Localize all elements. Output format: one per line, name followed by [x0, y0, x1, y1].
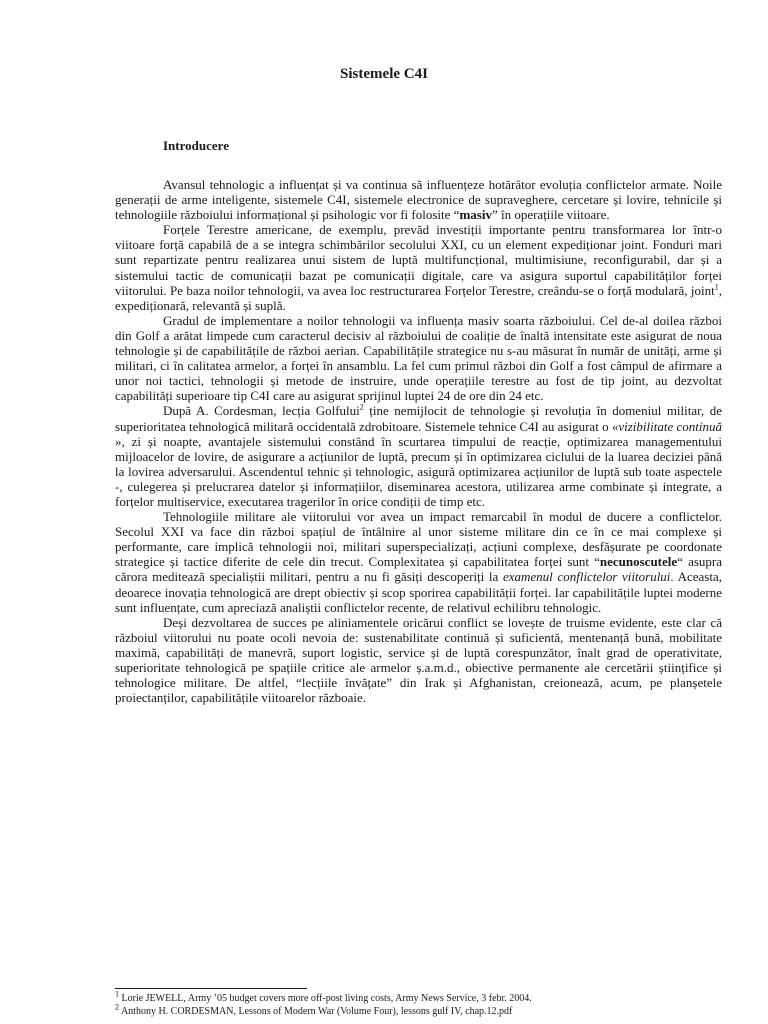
paragraph-6: Deși dezvoltarea de succes pe aliniamentele oricărui conflict se lovește de truisme evidente, este clar că războiul viitorului nu poate ocoli nevoia de: sustenabilitate continuă și suficientă, mentenanță bună, mobilitate maximă, capabilități de manevră, suport logistic, service și de luptă corespunzător, înalt grad de operativitate, superioritate tehnologică pe spațiile critice ale armelor ș.a.m.d., obiective permanente ale cercetării științifice și tehnologice militare. De altfel, “lecțiile învățate” din Irak și Afghanistan, creionează, acum, pe planșetele proiectanților, capabilitățile viitoarelor războaie.: [115, 614, 722, 706]
paragraph-2-text-a: Forțele Terestre americane, de exemplu, prevăd investiții importante pentru transformarea lor într-o viitoare forță capabilă de a se integra schimbărilor secolului XXI, cu un element expediționar joint. Fonduri mari sunt repartizate pentru realizarea unui sistem de luptă multifuncțional, multimisiune, reconfigurabil, dar și a sistemului tactic de comunicații bazat pe comunicații digitale, care va asigura suportul capabilităților forței viitorului. Pe baza noilor tehnologii, va avea loc restructurarea Forțelor Terestre, creându-se o forță modulară, joint: [115, 222, 722, 298]
paragraph-5: [115, 509, 722, 615]
paragraph-2-text-b: , expediționară, relevantă și suplă.: [115, 282, 722, 313]
paragraph-5-text-e: . Aceasta, deoarece inovația tehnologică are drept obiectiv și scop sporirea capabilității forței. Iar capabilitățile luptei moderne sunt influențate, cum apreciază analiștii conflictelor recente, de relativul echilibru tehnologic.: [115, 569, 722, 615]
paragraph-1-text-c: ” în operațiile viitoare.: [491, 207, 610, 223]
footnotes: [115, 989, 735, 1018]
footnote-ref-2[interactable]: 2: [359, 403, 364, 413]
footnote-2: [115, 1002, 735, 1018]
section-heading: Introducere: [163, 138, 229, 153]
footnote-1: [115, 989, 735, 1005]
paragraph-2: [115, 222, 722, 313]
emphasis-masiv: masiv: [459, 207, 492, 223]
body-text: [115, 177, 722, 705]
footnote-ref-1[interactable]: 1: [714, 282, 719, 292]
paragraph-1-text-a: Avansul tehnologic a influențat și va continua să influențeze hotărâtor evoluția conflictelor armate. Noile generații de arme inteligente, sistemele C4I, sistemele electronice de supraveghere, cercetare și lovire, tehnicile și tehnologiile războiului informațional și psihologic vor fi folosite “: [115, 177, 722, 223]
footnote-text: Anthony H. CORDESMAN, Lessons of Modern War (Volume Four), lessons gulf IV, chap.12.pdf: [119, 1006, 513, 1017]
emphasis-vizibilitate: vizibilitate continuă: [618, 418, 722, 434]
footnote-divider: [115, 988, 307, 989]
footnote-number: 2: [115, 1002, 119, 1012]
paragraph-5-text-c: “ asupra cărora meditează specialiștii militari, pentru a nu fi găsiți descoperiți la: [115, 554, 722, 585]
paragraph-1: [115, 177, 722, 222]
page-title: Sistemele C4I: [340, 66, 428, 82]
paragraph-4: [115, 403, 722, 509]
paragraph-4-text-a: După A. Cordesman, lecția Golfului: [163, 403, 360, 419]
emphasis-necunoscutele: necunoscutele: [599, 554, 678, 570]
paragraph-3: Gradul de implementare a noilor tehnologii va influența masiv soarta războiului. Cel de-al doilea război din Golf a arătat limpede cum caracterul decisiv al războiului de coaliție de înaltă intensitate este asigurat de noua tehnologie și de capabilitățile de război aerian. Capabilitățile strategice nu s-au măsurat în număr de unități, arme și militari, ci în calitatea armelor, a forței în ansamblu. La fel cum primul război din Golf a fost câmpul de afirmare a unor noi tactici, tehnologii și metode de instruire, unde operațiile terestre au fost de tip joint, au dezvoltat capabilități superioare tip C4I care au asigurat sprijinul luptei 24 de ore din 24 etc.: [115, 312, 722, 404]
paragraph-5-text-a: Tehnologiile militare ale viitorului vor avea un impact remarcabil în modul de ducere a conflictelor. Secolul XXI va face din război spațiul de întâlnire al unor sisteme militare din ce în ce mai complexe și performante, care implică tehnologii noi, militari superspecializați, acțiuni complexe, desfășurate pe coordonate strategice și tactice diferite de cele din trecut. Complexitatea și capabilitatea forței sunt “: [115, 509, 722, 570]
paragraph-4-text-b: ține nemijlocit de tehnologie și revoluția în domeniul militar, de superioritatea tehnologică militară occidentală zdrobitoare. Sistemele tehnice C4I au asigurat o «: [115, 403, 722, 434]
footnote-number: 1: [115, 989, 119, 999]
emphasis-examenul: examenul conflictelor viitorului: [502, 569, 671, 585]
paragraph-4-text-d: », zi și noapte, avantajele sistemului constând în scurtarea timpului de reacție, optimizarea managementului mijloacelor de lovire, de asigurare a acțiunilor de luptă, precum și în optimizarea ciclului de la luarea deciziei până la lovirea adversarului. Ascendentul tehnic și tehnologic, asigură optimizarea acțiunilor de luptă sub toate aspectele -, culegerea și prelucrarea datelor și informațiilor, diseminarea acestora, utilizarea arme combinate și integrate, a forțelor multiservice, executarea tragerilor în orice condiții de timp etc.: [115, 433, 722, 509]
footnote-text: Lorie JEWELL, Army ’05 budget covers more off-post living costs, Army News Service, 3 febr. 2004.: [119, 993, 532, 1004]
